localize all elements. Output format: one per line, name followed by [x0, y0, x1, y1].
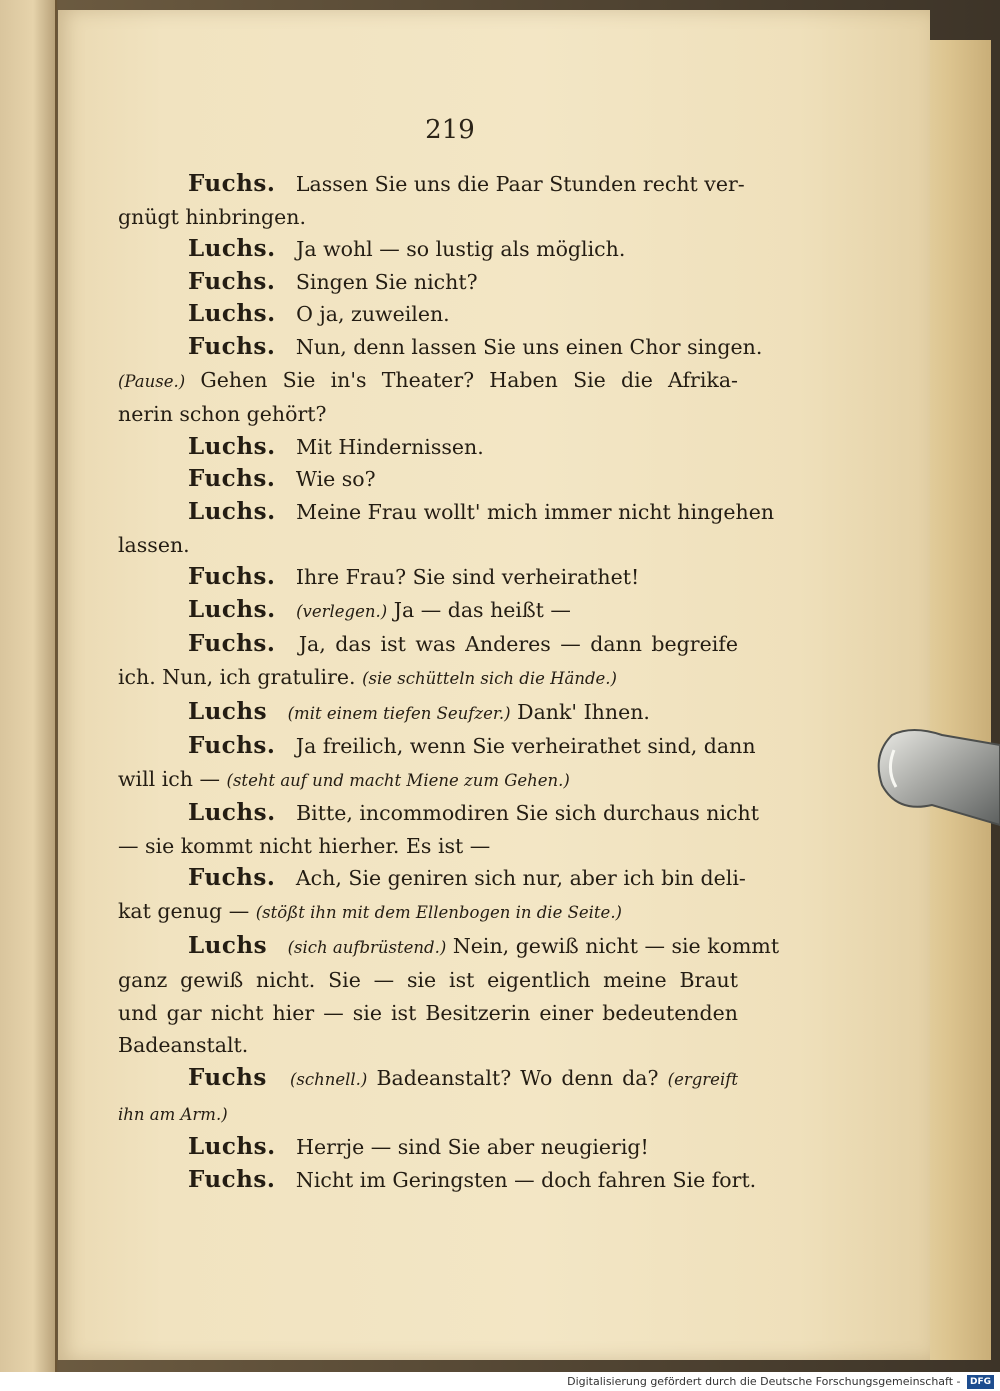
stage-direction: (verlegen.) [296, 601, 388, 621]
dialogue-text: Singen Sie nicht? [295, 269, 478, 294]
dialogue-text: und gar nicht hier — sie ist Besitzerin einer bedeutenden [118, 1000, 738, 1025]
text-line [118, 895, 738, 930]
text-line [118, 1062, 738, 1097]
speaker-name: Fuchs. [188, 732, 276, 760]
text-line [118, 930, 780, 965]
speaker-name: Fuchs [188, 1064, 267, 1092]
dialogue-text: Nicht im Geringsten — doch fahren Sie fort. [295, 1167, 757, 1192]
text-line [118, 696, 738, 731]
text-line [118, 331, 763, 364]
text-line [118, 1029, 738, 1062]
speaker-name: Fuchs. [188, 465, 276, 493]
text-line [118, 1097, 738, 1132]
speaker-name: Fuchs. [188, 332, 276, 360]
text-line [118, 431, 738, 464]
text-line [118, 661, 738, 696]
dialogue-text: O ja, zuweilen. [296, 302, 450, 327]
dialogue-text: lassen. [118, 532, 190, 557]
dialogue-text: Badeanstalt. [118, 1033, 249, 1058]
speaker-name: Luchs [188, 931, 268, 959]
speaker-name: Fuchs. [188, 170, 276, 197]
dialogue-text: Ach, Sie geniren sich nur, aber ich bin deli- [295, 866, 746, 891]
text-line [118, 830, 738, 863]
text-line [118, 201, 738, 234]
text-line [118, 364, 738, 399]
dialogue-text: Wie so? [295, 467, 376, 492]
dialogue-text: Mit Hindernissen. [296, 434, 484, 459]
dialogue-text: Dank' Ihnen. [517, 699, 650, 724]
dialogue-text: Herrje — sind Sie aber neugierig! [296, 1135, 649, 1160]
text-line [118, 529, 738, 562]
stage-direction: (Pause.) [118, 371, 186, 391]
stage-direction: (sie schütteln sich die Hände.) [362, 668, 617, 688]
dialogue-text: Lassen Sie uns die Paar Stunden recht ver- [295, 172, 745, 196]
dialogue-text: Ja wohl — so lustig als möglich. [296, 237, 626, 262]
text-line [118, 594, 738, 629]
dialogue-text: kat genug — [118, 899, 250, 924]
dialogue-text: ich. Nun, ich gratulire. [118, 664, 356, 689]
text-line [118, 1131, 738, 1164]
text-line [118, 168, 745, 201]
text-line [118, 496, 775, 529]
footer-text: Digitalisierung gefördert durch die Deutsche Forschungsgemeinschaft - [567, 1375, 961, 1388]
text-line [118, 730, 756, 763]
speaker-name: Fuchs. [188, 267, 276, 295]
speaker-name: Luchs. [188, 497, 276, 525]
dialogue-text: Meine Frau wollt' mich immer nicht hingehen [296, 499, 775, 524]
speaker-name: Fuchs. [188, 1165, 276, 1193]
text-line [118, 763, 738, 798]
text-line [118, 266, 738, 299]
digitization-footer [0, 1372, 1000, 1391]
dialogue-text: Badeanstalt? Wo denn da? [376, 1066, 659, 1091]
dialogue-text: Nun, denn lassen Sie uns einen Chor singen. [295, 334, 763, 359]
dialogue-text: nerin schon gehört? [118, 402, 327, 427]
dialogue-text: Ja freilich, wenn Sie verheirathet sind, dann [295, 734, 756, 759]
dialogue-text: Ja — das heißt — [393, 597, 571, 622]
speaker-name: Luchs. [188, 595, 276, 623]
stage-direction: (steht auf und macht Miene zum Gehen.) [226, 770, 570, 790]
dialogue-text: Ihre Frau? Sie sind verheirathet! [295, 565, 640, 590]
text-line [118, 561, 738, 594]
dialogue-text: Bitte, incommodiren Sie sich durchaus nicht [296, 801, 759, 826]
speaker-name: Luchs. [188, 1133, 276, 1161]
text-line [118, 964, 738, 997]
text-line [118, 298, 738, 331]
dialogue-text: will ich — [118, 766, 220, 791]
speaker-name: Luchs [188, 697, 268, 725]
page-text [118, 168, 780, 1196]
text-line [118, 797, 759, 830]
text-line [118, 862, 746, 895]
speaker-name: Luchs. [188, 432, 276, 460]
text-line [118, 233, 738, 266]
page-number: 219 [425, 115, 475, 145]
dialogue-text: Nein, gewiß nicht — sie kommt [452, 933, 780, 958]
stage-direction: (schnell.) [289, 1070, 368, 1090]
dfg-logo: DFG [967, 1375, 994, 1389]
dialogue-text: gnügt hinbringen. [118, 204, 307, 229]
stage-direction: (sich aufbrüstend.) [287, 937, 447, 957]
speaker-name: Fuchs. [188, 563, 276, 591]
text-line [118, 398, 738, 431]
page-stack-edge [920, 40, 991, 1360]
dialogue-text: ganz gewiß nicht. Sie — sie ist eigentlich meine Braut [118, 968, 738, 993]
dialogue-text: — sie kommt nicht hierher. Es ist — [118, 833, 491, 858]
stage-direction: (ergreift [667, 1070, 738, 1090]
speaker-name: Luchs. [188, 799, 276, 827]
stage-direction: (stößt ihn mit dem Ellenbogen in die Seite.) [255, 903, 622, 923]
text-line [118, 628, 738, 661]
stage-direction: ihn am Arm.) [118, 1104, 228, 1124]
page-clip-icon [872, 715, 1000, 835]
text-line [118, 463, 738, 496]
speaker-name: Fuchs. [188, 630, 276, 658]
dialogue-text: Gehen Sie in's Theater? Haben Sie die Afrika- [200, 367, 738, 392]
previous-page-edge [0, 0, 57, 1372]
speaker-name: Fuchs. [188, 864, 276, 892]
text-line [118, 1164, 757, 1197]
stage-direction: (mit einem tiefen Seufzer.) [287, 703, 511, 723]
dialogue-text: Ja, das ist was Anderes — dann begreife [298, 632, 738, 657]
speaker-name: Luchs. [188, 300, 276, 328]
speaker-name: Luchs. [188, 235, 276, 263]
text-line [118, 997, 738, 1030]
